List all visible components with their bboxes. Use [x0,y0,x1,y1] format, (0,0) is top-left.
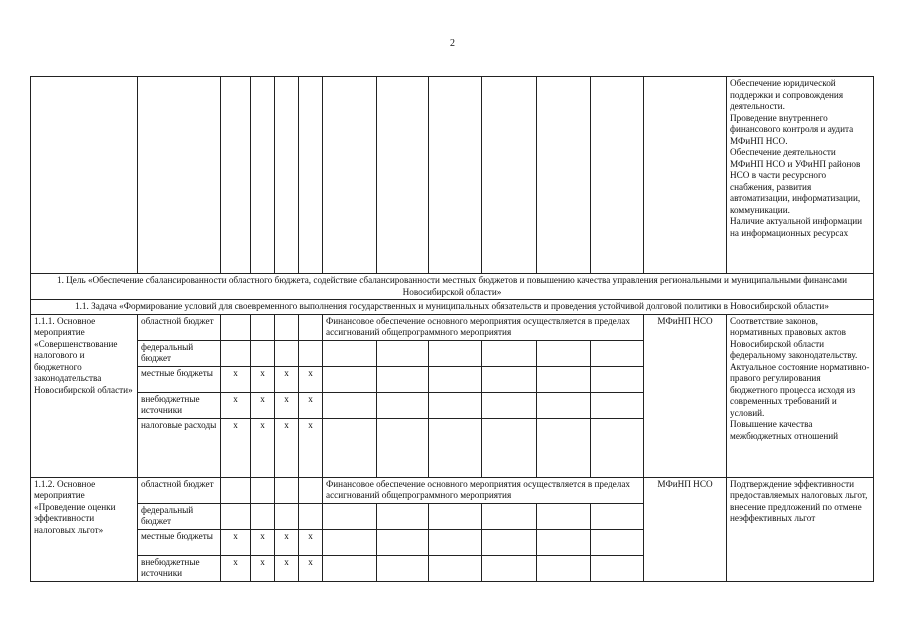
empty-cell [537,366,591,392]
mark-cell: x [251,392,275,418]
executor: МФиНП НСО [644,477,727,581]
mark-cell [221,503,251,529]
empty-cell [323,418,377,477]
empty-cell [482,366,537,392]
mark-cell: x [221,529,251,555]
empty-cell [275,77,299,274]
empty-cell [429,340,482,366]
empty-cell [429,555,482,581]
funding-source: внебюджетные источники [138,392,221,418]
empty-cell [429,77,482,274]
measure-name: 1.1.2. Основное мероприятие «Проведение оценки эффективности налоговых льгот» [31,477,138,581]
empty-cell [537,340,591,366]
empty-cell [482,392,537,418]
mark-cell [299,314,323,340]
empty-cell [591,418,644,477]
mark-cell [275,477,299,503]
mark-cell [221,314,251,340]
mark-cell: x [221,555,251,581]
mark-cell: x [221,366,251,392]
result-line: Наличие актуальной информации на информационных ресурсах [730,216,863,238]
funding-source: местные бюджеты [138,529,221,555]
empty-cell [221,77,251,274]
result-line: Соответствие законов, нормативных правовых актов Новосибирской области федеральному законодательству. [730,315,858,360]
mark-cell: x [251,529,275,555]
mark-cell: x [299,529,323,555]
empty-cell [377,529,429,555]
goal-title: 1. Цель «Обеспечение сбалансированности областного бюджета, содействие сбалансированности местных бюджетов и повышению качества управления региональными и муниципальными финансами Новосибирской области» [31,274,874,300]
funding-source: федеральный бюджет [138,340,221,366]
funding-source: областной бюджет [138,314,221,340]
financing-note: Финансовое обеспечение основного мероприятия осуществляется в пределах ассигнований общепрограммного мероприятия [323,314,644,340]
empty-cell [537,529,591,555]
result-line: Проведение внутреннего финансового контроля и аудита МФиНП НСО. [730,112,854,146]
result-line: Актуальное состояние нормативно-правого регулирования бюджетного процесса исходя из современных требований и условий. [730,361,870,418]
empty-cell [377,392,429,418]
empty-cell [482,529,537,555]
measure-row [31,477,874,503]
empty-cell [591,529,644,555]
empty-cell [429,503,482,529]
result-line: Повышение качества межбюджетных отношений [730,419,839,441]
expected-results-cell [727,314,874,477]
funding-source: внебюджетные источники [138,555,221,581]
empty-cell [377,418,429,477]
funding-source: федеральный бюджет [138,503,221,529]
empty-cell [482,503,537,529]
empty-cell [482,340,537,366]
empty-cell [482,418,537,477]
executor: МФиНП НСО [644,314,727,477]
mark-cell: x [299,555,323,581]
empty-cell [591,366,644,392]
expected-results-cell [727,477,874,581]
empty-cell [537,555,591,581]
mark-cell [275,340,299,366]
mark-cell [251,477,275,503]
mark-cell: x [275,529,299,555]
mark-cell: x [275,418,299,477]
empty-cell [377,503,429,529]
mark-cell: x [299,392,323,418]
empty-cell [482,555,537,581]
mark-cell [221,340,251,366]
empty-cell [482,77,537,274]
empty-cell [377,340,429,366]
expected-results-cell [727,77,874,274]
result-line: Обеспечение деятельности МФиНП НСО и УФиНП районов НСО в части ресурсного снабжения, развития автоматизации, информатизации, коммуникации. [730,147,861,215]
empty-cell [591,503,644,529]
measure-name: 1.1.1. Основное мероприятие «Совершенствование налогового и бюджетного законодательства Новосибирской области» [31,314,138,477]
mark-cell: x [275,366,299,392]
empty-cell [299,77,323,274]
empty-cell [644,77,727,274]
task-title: 1.1. Задача «Формирование условий для своевременного выполнения государственных и муниципальных обязательств и проведения устойчивой долговой политики в Новосибирской области» [31,300,874,315]
empty-cell [31,77,138,274]
mark-cell [221,477,251,503]
empty-cell [591,340,644,366]
empty-cell [323,529,377,555]
mark-cell: x [251,366,275,392]
page-number: 2 [450,38,455,49]
mark-cell: x [251,555,275,581]
empty-cell [377,366,429,392]
mark-cell: x [221,418,251,477]
empty-cell [537,77,591,274]
financing-note: Финансовое обеспечение основного мероприятия осуществляется в пределах ассигнований общепрограммного мероприятия [323,477,644,503]
mark-cell [251,503,275,529]
mark-cell [299,477,323,503]
mark-cell [251,340,275,366]
mark-cell: x [299,418,323,477]
empty-cell [323,340,377,366]
measure-row [31,314,874,340]
empty-cell [251,77,275,274]
empty-cell [537,418,591,477]
funding-source: областной бюджет [138,477,221,503]
goal-row [31,274,874,300]
empty-cell [323,392,377,418]
program-measures-table [30,76,874,582]
mark-cell: x [275,555,299,581]
continuation-row [31,77,874,274]
mark-cell [275,314,299,340]
empty-cell [429,366,482,392]
empty-cell [377,555,429,581]
empty-cell [323,555,377,581]
mark-cell: x [299,366,323,392]
mark-cell: x [221,392,251,418]
empty-cell [591,555,644,581]
empty-cell [591,77,644,274]
empty-cell [323,366,377,392]
result-line: Обеспечение юридической поддержки и сопровождения деятельности. [730,78,844,111]
mark-cell [299,340,323,366]
funding-source: местные бюджеты [138,366,221,392]
empty-cell [537,503,591,529]
mark-cell: x [251,418,275,477]
task-row [31,300,874,315]
mark-cell [299,503,323,529]
empty-cell [377,77,429,274]
funding-source: налоговые расходы [138,418,221,477]
empty-cell [323,77,377,274]
empty-cell [429,529,482,555]
empty-cell [323,503,377,529]
mark-cell: x [275,392,299,418]
empty-cell [429,392,482,418]
empty-cell [537,392,591,418]
result-line: Подтверждение эффективности предоставляемых налоговых льгот, внесение предложений по отмене неэффективных льгот [730,478,868,523]
mark-cell [251,314,275,340]
empty-cell [429,418,482,477]
mark-cell [275,503,299,529]
empty-cell [591,392,644,418]
empty-cell [138,77,221,274]
